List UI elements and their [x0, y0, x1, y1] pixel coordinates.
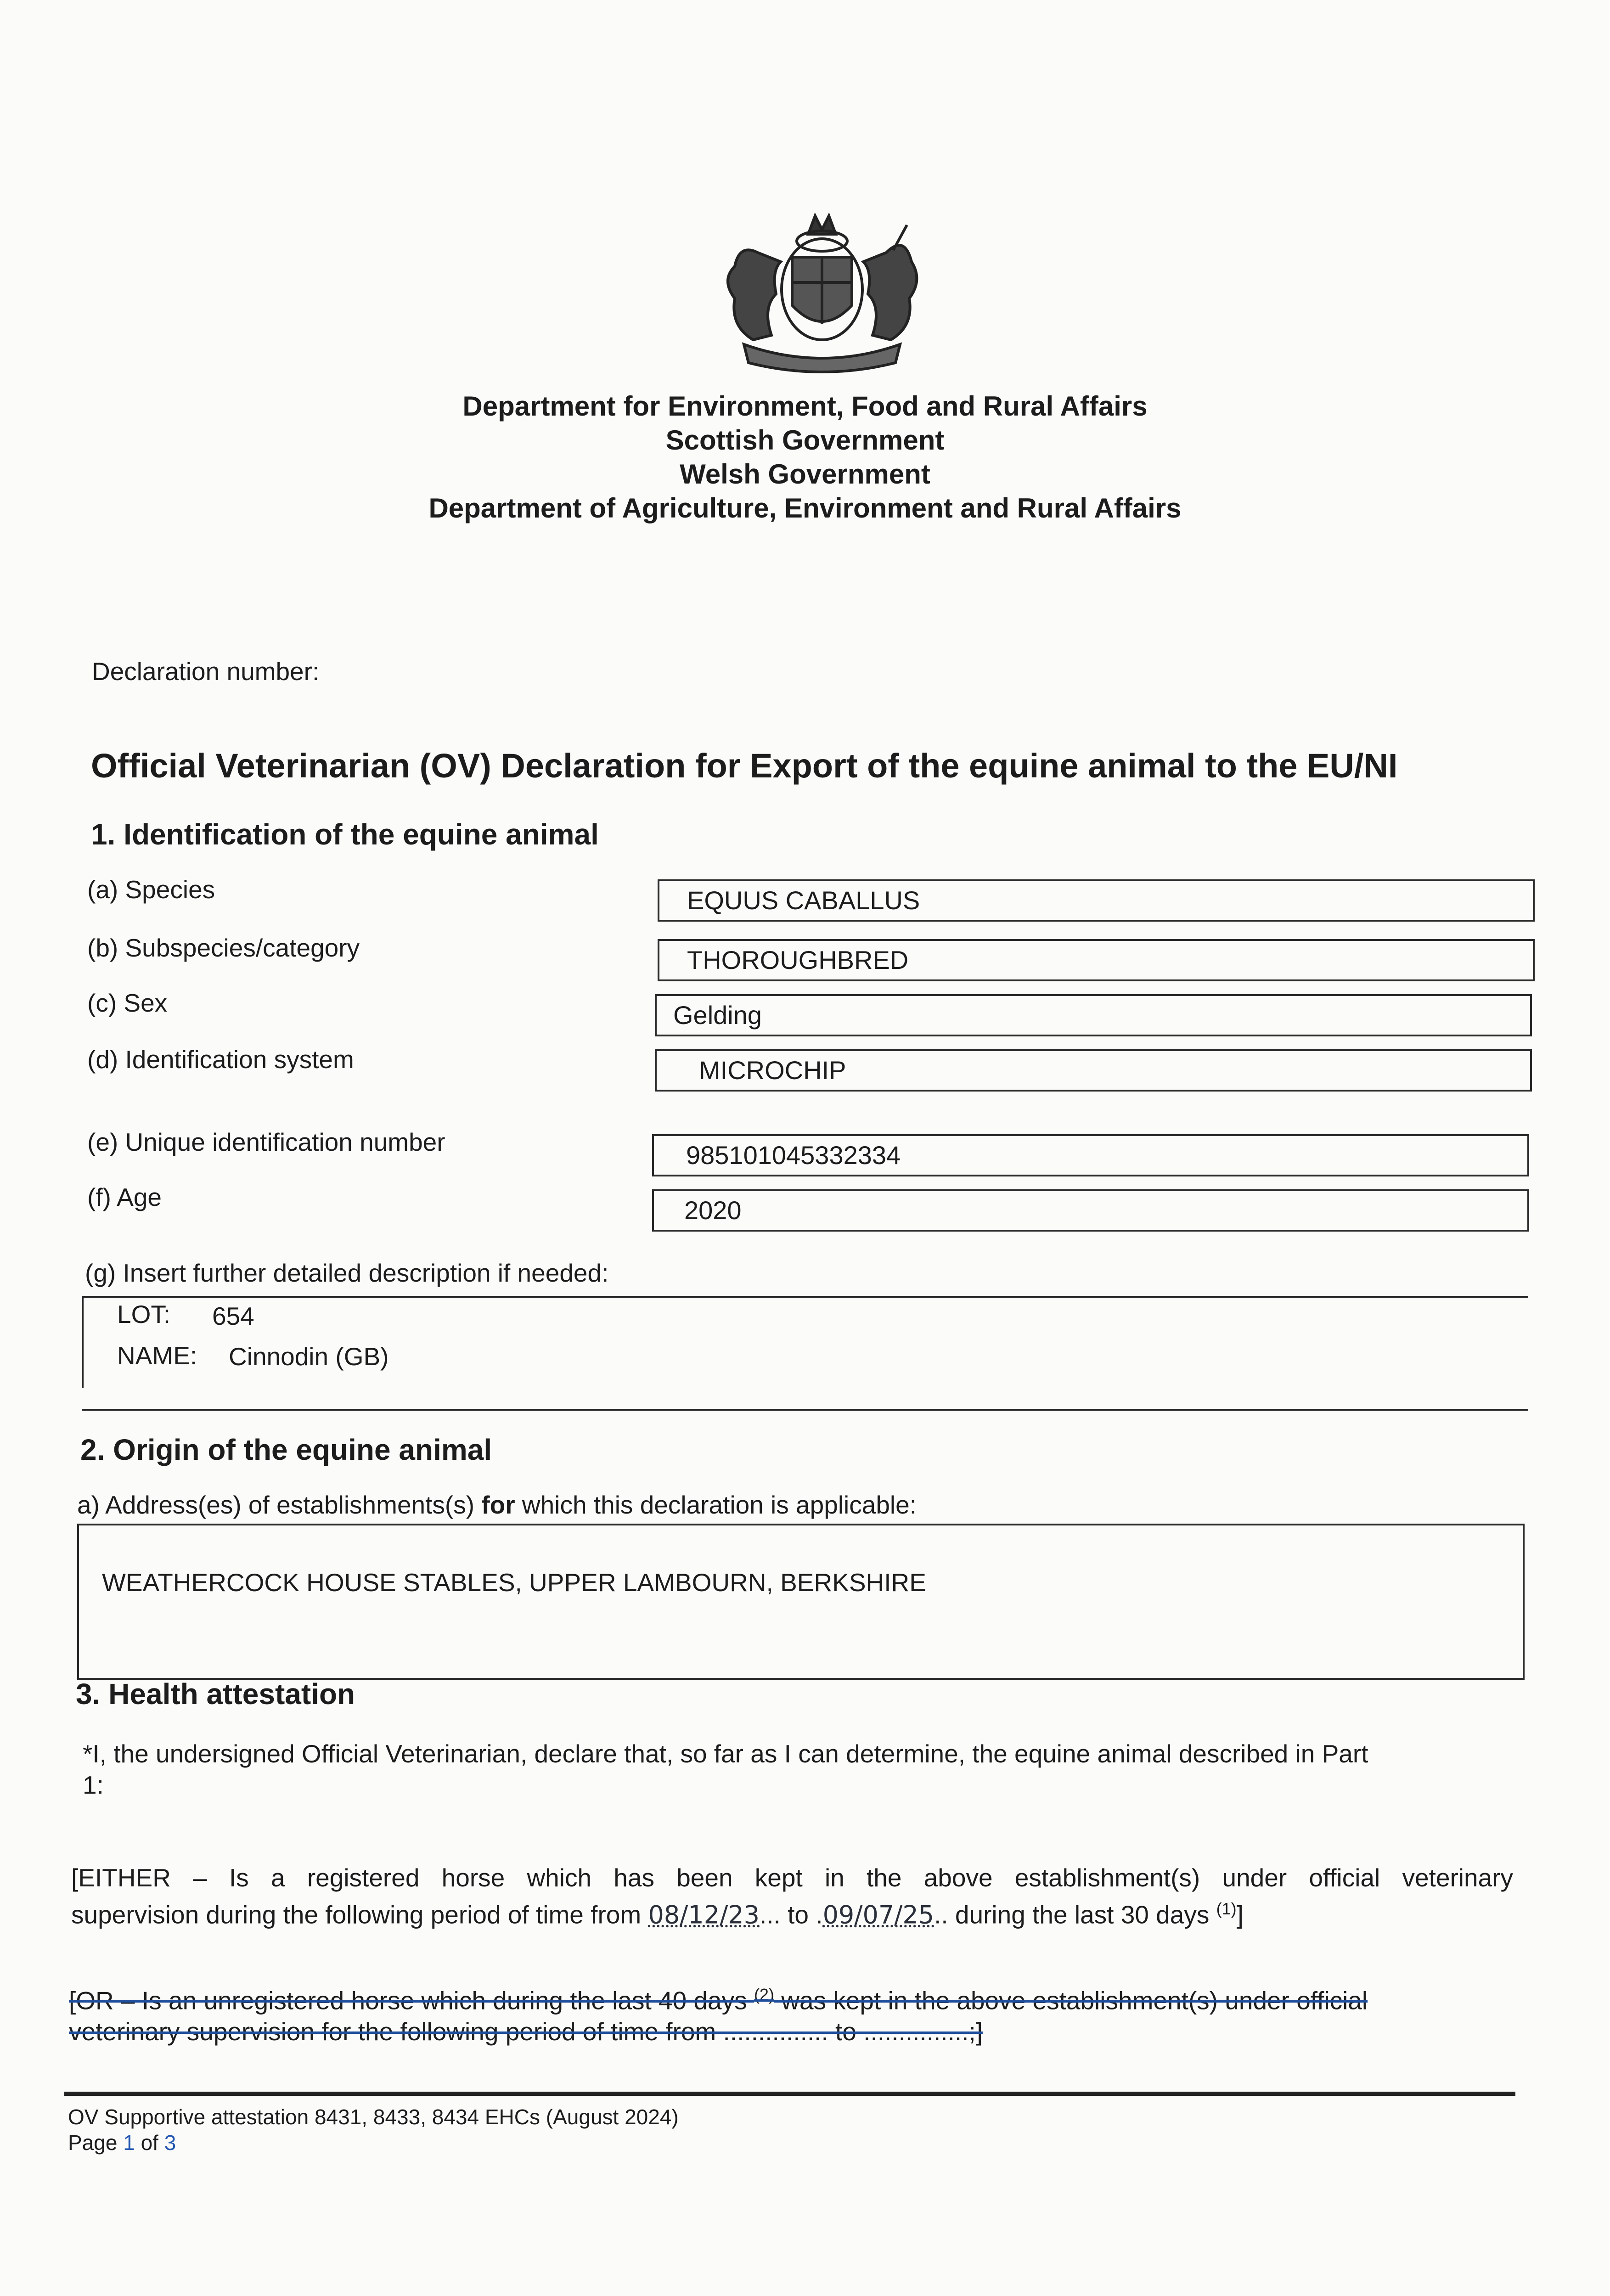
section2-heading: 2. Origin of the equine animal [80, 1433, 492, 1466]
age-label: (f) Age [87, 1183, 162, 1211]
species-label: (a) Species [87, 875, 215, 904]
section1-heading: 1. Identification of the equine animal [91, 818, 599, 851]
further-description-label: (g) Insert further detailed description if needed: [85, 1259, 609, 1287]
identification-system-field[interactable]: MICROCHIP [655, 1049, 1532, 1092]
attestation-intro: *I, the undersigned Official Veterinarian, declare that, so far as I can determine, the equine animal described in Part 1: [83, 1739, 1368, 1799]
footer-rule [64, 2092, 1515, 2096]
species-field[interactable]: EQUUS CABALLUS [658, 879, 1535, 922]
identification-system-label: (d) Identification system [87, 1045, 354, 1074]
subspecies-field[interactable]: THOROUGHBRED [658, 939, 1535, 981]
unique-id-label: (e) Unique identification number [87, 1128, 445, 1156]
sex-label: (c) Sex [87, 989, 168, 1017]
page-title: Official Veterinarian (OV) Declaration for Export of the equine animal to the EU/NI [91, 747, 1398, 785]
sex-field[interactable]: Gelding [655, 994, 1532, 1036]
department-scottish-government: Scottish Government [665, 425, 945, 456]
section3-heading: 3. Health attestation [76, 1677, 355, 1711]
either-from-date: 08/12/23 [648, 1900, 760, 1930]
age-field[interactable]: 2020 [652, 1189, 1529, 1232]
department-defra: Department for Environment, Food and Rural Affairs [462, 391, 1148, 422]
department-daera: Department of Agriculture, Environment and Rural Affairs [428, 493, 1182, 523]
further-description-bottom-rule [82, 1409, 1528, 1411]
footer [68, 2104, 679, 2155]
further-description-top-rule [82, 1296, 1528, 1298]
either-to-date: 09/07/25 [822, 1900, 934, 1930]
name-value: Cinnodin (GB) [229, 1342, 389, 1371]
lot-value: 654 [212, 1302, 254, 1330]
address-value: WEATHERCOCK HOUSE STABLES, UPPER LAMBOURN, BERKSHIRE [102, 1568, 926, 1597]
or-clause-struck: [OR – Is an unregistered horse which during the last 40 days $^{(2)}$ was kept in the above establishment(s) under official veterinary supervision for the following period of time from ............... to ...............;] [69, 1985, 1368, 2046]
subspecies-label: (b) Subspecies/category [87, 934, 360, 962]
address-label: a) Address(es) of establishments(s) for which this declaration is applicable: [77, 1491, 917, 1519]
department-welsh-government: Welsh Government [680, 459, 930, 490]
declaration-number-label: Declaration number: [92, 657, 320, 686]
address-box[interactable] [77, 1524, 1525, 1680]
further-description-left-rule [82, 1296, 84, 1388]
footer-attestation-ref: OV Supportive attestation 8431, 8433, 8434 EHCs (August 2024) [68, 2105, 679, 2129]
lot-label: LOT: [117, 1300, 171, 1328]
name-label: NAME: [117, 1341, 197, 1370]
footer-page-number: Page 1 of 3 [68, 2131, 176, 2155]
royal-coat-of-arms-icon [703, 207, 941, 381]
unique-id-field[interactable]: 985101045332334 [652, 1134, 1529, 1176]
either-clause: [EITHER – Is a registered horse which has been kept in the above establishment(s) under official veterinary supervision during the following period of time from 08/12/23... to .09/07/25.. during the last 30 days $^{(1)}$] [71, 1863, 1513, 1930]
